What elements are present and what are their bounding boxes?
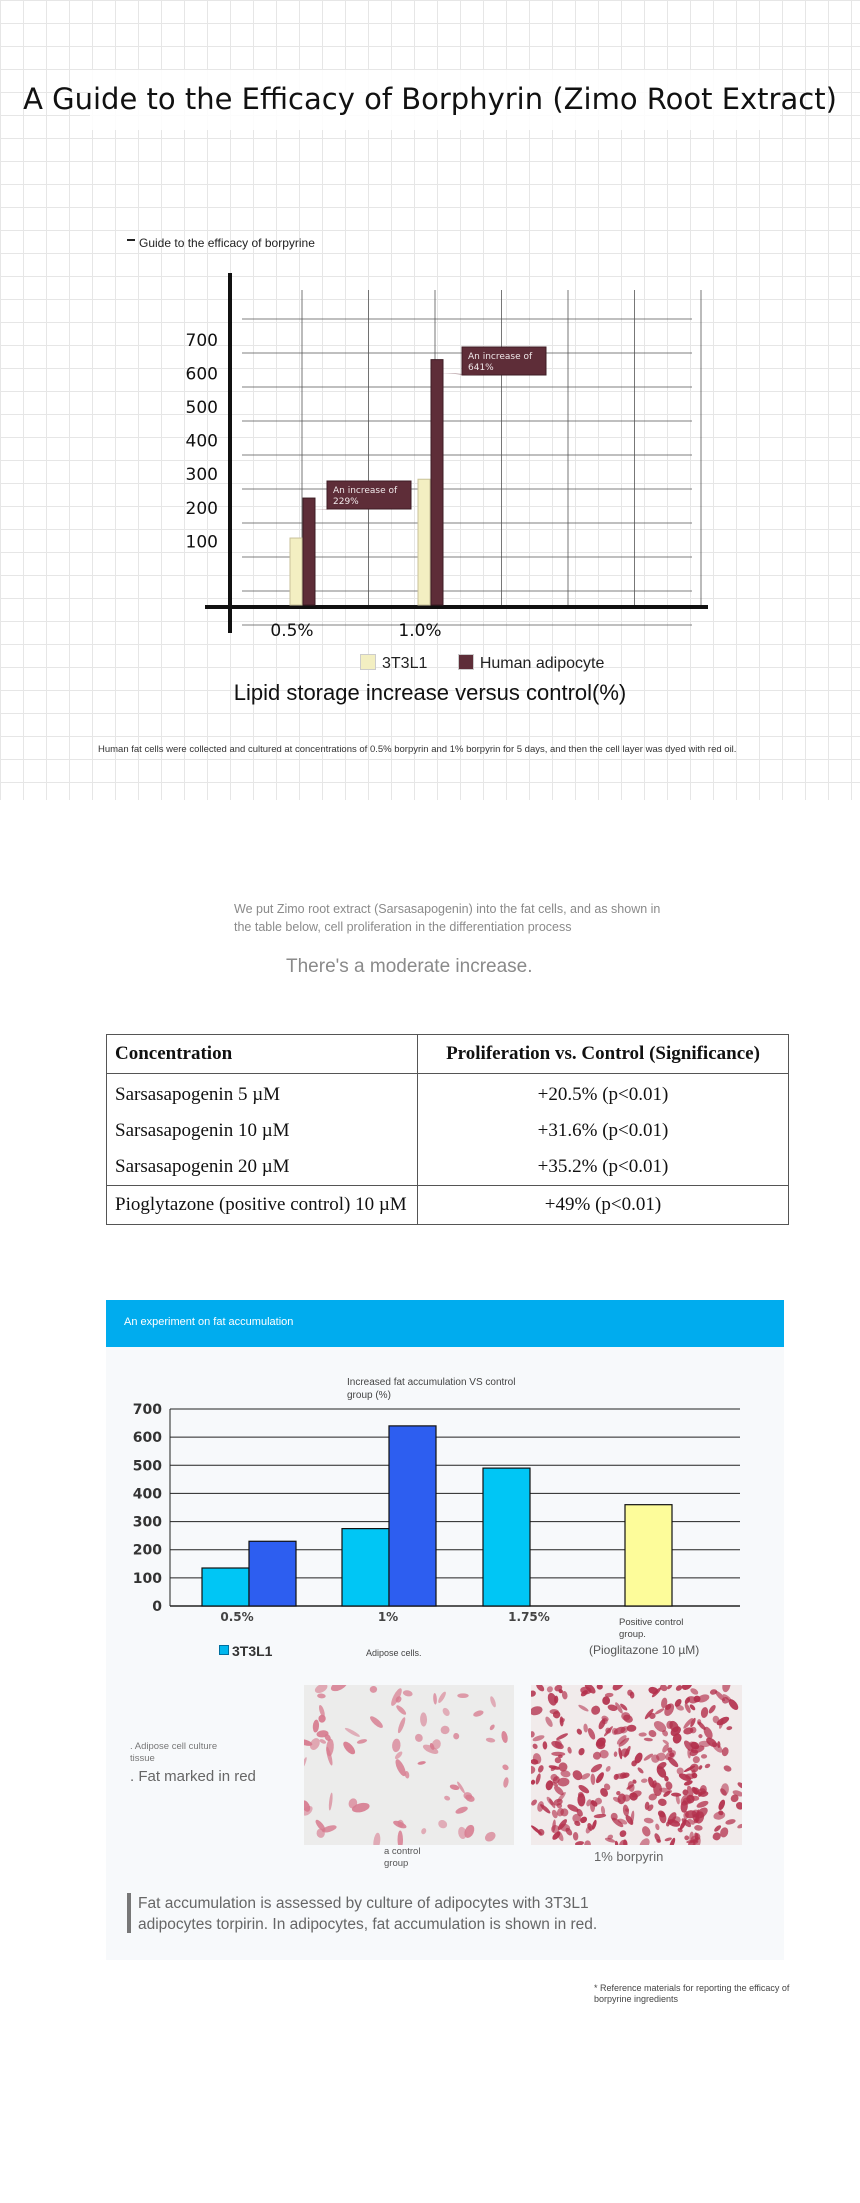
stained-cell: [737, 1823, 742, 1829]
stained-cell: [535, 1685, 546, 1693]
stained-cell: [643, 1817, 654, 1824]
summary-text: Fat accumulation is assessed by culture of adipocytes with 3T3L1 adipocytes torpirin. In adipocytes, fat accumulation is shown in red.: [138, 1895, 598, 1933]
stained-cell: [317, 1714, 326, 1724]
stained-cell: [483, 1830, 497, 1844]
stained-cell: [546, 1685, 554, 1694]
positive-control-label: Positive control group.: [619, 1617, 684, 1640]
borpyrin-group-image: [531, 1685, 742, 1845]
stained-cell: [577, 1747, 585, 1756]
stained-cell: [618, 1829, 628, 1839]
stained-cell: [501, 1763, 509, 1771]
table-cell: +49% (p<0.01): [418, 1186, 789, 1225]
control-cells-illustration: [304, 1685, 514, 1845]
stained-cell: [696, 1799, 710, 1809]
x-tick-label: 1.0%: [398, 621, 442, 641]
stained-cell: [580, 1772, 591, 1781]
table-row: [107, 1149, 789, 1186]
bar-human-adipocyte: [303, 498, 315, 605]
stained-cell: [489, 1696, 497, 1708]
stained-cell: [704, 1763, 711, 1769]
intro-highlight: There's a moderate increase.: [286, 956, 533, 977]
stained-cell: [583, 1723, 588, 1732]
stained-cell: [441, 1707, 451, 1718]
stained-cell: [723, 1764, 733, 1772]
chart2: [120, 1395, 760, 1645]
legend-label-3t3l1: 3T3L1: [232, 1643, 273, 1659]
chart1: [180, 270, 720, 650]
callout-text: 229%: [333, 497, 359, 507]
stained-cell: [328, 1792, 333, 1810]
stained-cell: [443, 1795, 450, 1801]
stained-cell: [531, 1689, 537, 1697]
bar-adipose: [249, 1541, 296, 1606]
x-tick-label: 0.5%: [270, 621, 314, 641]
stained-cell: [453, 1733, 460, 1740]
stained-cell: [655, 1823, 661, 1830]
stained-cell: [734, 1800, 742, 1811]
bar-adipose: [389, 1426, 436, 1606]
stained-cell: [605, 1765, 612, 1773]
stained-cell: [531, 1731, 535, 1738]
borpyrin-image-caption: 1% borpyrin: [594, 1849, 664, 1864]
bar-3t3l1: [483, 1468, 530, 1606]
stained-cell: [341, 1740, 357, 1757]
side-note-small: . Adipose cell culture tissue: [130, 1741, 218, 1764]
stained-cell: [472, 1709, 484, 1718]
stained-cell: [368, 1714, 384, 1729]
chart1-legend-caption: [127, 236, 315, 250]
stained-cell: [542, 1741, 547, 1750]
y-tick-label: 400: [185, 431, 218, 452]
stained-cell: [455, 1805, 469, 1815]
stained-cell: [736, 1781, 742, 1790]
stained-cell: [611, 1685, 626, 1692]
y-tick-label: 400: [132, 1486, 162, 1503]
y-tick-label: 200: [185, 498, 218, 519]
stained-cell: [555, 1732, 568, 1741]
stained-cell: [698, 1733, 704, 1739]
stained-cell: [637, 1836, 651, 1845]
bar-positive-control: [625, 1505, 672, 1606]
chart2-legend-3t3l1: [219, 1643, 272, 1659]
stained-cell: [684, 1835, 690, 1841]
stained-cell: [531, 1765, 536, 1774]
legend-item-human: [458, 655, 605, 672]
stained-cell: [575, 1840, 585, 1845]
stained-cell: [537, 1764, 545, 1773]
stained-cell: [647, 1729, 657, 1739]
chart2-legend-adipose: Adipose cells.: [366, 1648, 422, 1658]
chart2-title: Increased fat accumulation VS control group (%): [347, 1377, 516, 1401]
stained-cell: [586, 1727, 596, 1741]
stained-cell: [589, 1704, 602, 1717]
bar-3t3l1: [418, 479, 430, 605]
stained-cell: [596, 1685, 603, 1690]
table-row: [107, 1113, 789, 1149]
stained-cell: [545, 1796, 554, 1807]
y-tick-label: 100: [185, 532, 218, 553]
stained-cell: [433, 1693, 437, 1705]
stained-cell: [571, 1768, 585, 1782]
stained-cell: [420, 1712, 427, 1726]
stained-cell: [638, 1732, 646, 1736]
section-header-bar: [106, 1300, 784, 1347]
stained-cell: [500, 1730, 508, 1743]
stained-cell: [657, 1798, 667, 1807]
table-cell: +35.2% (p<0.01): [418, 1149, 789, 1186]
y-tick-label: 700: [185, 330, 218, 351]
quote-bar: [127, 1893, 131, 1933]
stained-cell: [602, 1696, 610, 1705]
proliferation-table: [106, 1034, 789, 1225]
stained-cell: [369, 1685, 377, 1693]
stained-cell: [613, 1751, 617, 1757]
stained-cell: [389, 1687, 404, 1707]
stained-cell: [486, 1737, 496, 1743]
stained-cell: [644, 1737, 653, 1741]
page-title: A Guide to the Efficacy of Borphyrin (Zimo Root Extract): [23, 82, 837, 116]
chart1-caption: Human fat cells were collected and cultured at concentrations of 0.5% borpyrin and 1% borpyrin for 5 days, and then the cell layer was dyed with red oil.: [98, 744, 737, 755]
stained-cell: [457, 1826, 467, 1840]
stained-cell: [637, 1766, 645, 1774]
x-tick-label: 1%: [377, 1610, 399, 1624]
y-tick-label: 100: [132, 1570, 162, 1587]
stained-cell: [590, 1773, 595, 1785]
legend-item-3t3l1: [360, 655, 427, 672]
stained-cell: [692, 1755, 702, 1764]
chart1-x-caption: Lipid storage increase versus control(%): [233, 680, 627, 705]
stained-cell: [344, 1726, 361, 1738]
callout-text: An increase of: [468, 352, 533, 362]
intro-text: We put Zimo root extract (Sarsasapogenin) into the fat cells, and as shown in the table below, cell proliferation in the differentiation process: [234, 902, 661, 934]
y-tick-label: 500: [185, 398, 218, 418]
table-header-concentration: Concentration: [107, 1035, 418, 1074]
stained-cell: [372, 1832, 381, 1845]
stained-cell: [312, 1719, 319, 1732]
x-tick-label: 0.5%: [220, 1610, 254, 1624]
table-cell: Pioglytazone (positive control) 10 µM: [107, 1186, 418, 1225]
table-cell: Sarsasapogenin 10 µM: [107, 1113, 418, 1149]
callout-text: An increase of: [333, 486, 398, 496]
control-group-image: [304, 1685, 514, 1845]
section-header-label: An experiment on fat accumulation: [124, 1316, 294, 1328]
table-cell: Sarsasapogenin 20 µM: [107, 1149, 418, 1186]
bar-3t3l1: [202, 1568, 249, 1606]
stained-cell: [700, 1707, 709, 1719]
legend-swatch-3t3l1: [360, 654, 376, 670]
stained-cell: [545, 1779, 555, 1791]
legend-label-human: Human adipocyte: [479, 655, 605, 672]
table-cell: +20.5% (p<0.01): [418, 1074, 789, 1114]
stained-cell: [392, 1738, 402, 1752]
stained-cell: [717, 1799, 726, 1811]
stained-cell: [417, 1761, 426, 1766]
stained-cell: [457, 1693, 469, 1698]
bar-human-adipocyte: [431, 360, 443, 605]
y-tick-label: 0: [152, 1599, 162, 1615]
stained-cell: [662, 1739, 670, 1746]
y-tick-label: 600: [132, 1430, 162, 1447]
stained-cell: [578, 1704, 590, 1713]
stained-cell: [654, 1707, 665, 1715]
bar-3t3l1: [290, 538, 302, 605]
stained-cell: [688, 1762, 701, 1775]
y-tick-label: 600: [185, 364, 218, 385]
y-tick-label: 300: [132, 1514, 162, 1531]
stained-cell: [402, 1689, 413, 1697]
stained-cell: [725, 1818, 736, 1825]
legend-swatch-3t3l1: [219, 1645, 229, 1655]
stained-cell: [420, 1827, 427, 1835]
stained-cell: [594, 1771, 605, 1784]
table-row: [107, 1186, 789, 1225]
stained-cell: [576, 1728, 584, 1736]
table-header-proliferation: Proliferation vs. Control (Significance): [418, 1035, 789, 1074]
stained-cell: [489, 1724, 496, 1731]
x-tick-label: 1.75%: [508, 1610, 550, 1624]
stained-cell: [414, 1733, 424, 1744]
stained-cell: [544, 1715, 554, 1728]
borpyrin-cells-illustration: [531, 1685, 742, 1845]
stained-cell: [437, 1691, 447, 1704]
stained-cell: [640, 1825, 652, 1838]
stained-cell: [532, 1743, 539, 1750]
table-header-row: [107, 1035, 789, 1074]
stained-cell: [641, 1778, 648, 1783]
y-tick-label: 300: [185, 465, 218, 486]
stained-cell: [503, 1777, 510, 1788]
stained-cell: [531, 1798, 538, 1806]
y-tick-label: 700: [132, 1402, 162, 1418]
stained-cell: [694, 1825, 703, 1831]
stained-cell: [535, 1773, 542, 1785]
stained-cell: [397, 1716, 407, 1733]
y-tick-label: 200: [132, 1542, 162, 1559]
stained-cell: [440, 1725, 450, 1735]
stained-cell: [697, 1720, 707, 1731]
bar-3t3l1: [342, 1529, 389, 1606]
table-cell: Sarsasapogenin 5 µM: [107, 1074, 418, 1114]
table-row: [107, 1074, 789, 1114]
stained-cell: [329, 1685, 349, 1694]
stained-cell: [304, 1757, 308, 1770]
chart1-legend-caption-text: Guide to the efficacy of borpyrine: [139, 236, 315, 250]
stained-cell: [590, 1762, 604, 1774]
stained-cell: [551, 1752, 565, 1757]
stained-cell: [707, 1704, 717, 1715]
stained-cell: [701, 1754, 707, 1759]
stained-cell: [531, 1705, 544, 1717]
stained-cell: [317, 1693, 326, 1699]
stained-cell: [356, 1738, 367, 1744]
control-image-caption: a control group: [384, 1846, 421, 1869]
stained-cell: [726, 1726, 733, 1731]
stained-cell: [536, 1801, 545, 1813]
legend-swatch-human: [458, 654, 474, 670]
stained-cell: [437, 1818, 449, 1830]
stained-cell: [721, 1685, 732, 1693]
stained-cell: [531, 1779, 536, 1785]
stained-cell: [573, 1832, 579, 1841]
reference-note: * Reference materials for reporting the efficacy of borpyrine ingredients: [594, 1983, 790, 2004]
callout-text: 641%: [468, 363, 494, 373]
pioglitazone-label: (Pioglitazone 10 µM): [589, 1643, 700, 1657]
table-cell: +31.6% (p<0.01): [418, 1113, 789, 1149]
stained-cell: [395, 1704, 408, 1716]
stained-cell: [584, 1840, 591, 1845]
chart1-legend: [360, 654, 630, 673]
stained-cell: [689, 1687, 699, 1696]
stained-cell: [567, 1746, 573, 1754]
side-note-big: . Fat marked in red: [130, 1768, 256, 1785]
dash-icon: [127, 239, 135, 241]
legend-label-3t3l1: 3T3L1: [382, 655, 428, 672]
stained-cell: [397, 1831, 403, 1845]
stained-cell: [600, 1806, 605, 1816]
y-tick-label: 500: [132, 1458, 162, 1475]
